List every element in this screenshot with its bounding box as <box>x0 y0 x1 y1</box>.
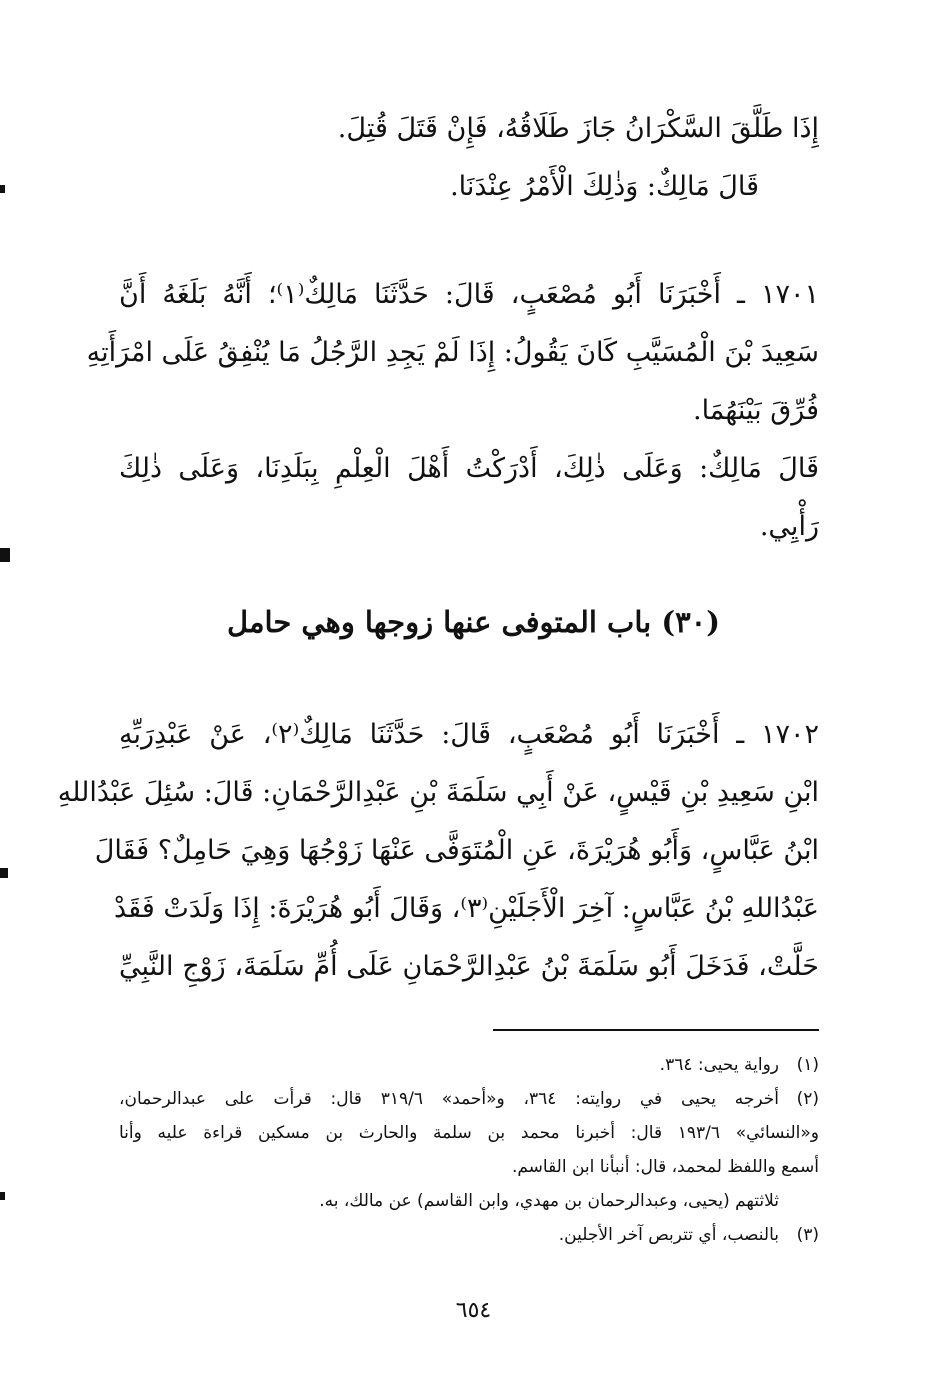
text-line: ١٧٠١ ـ أَخْبَرَنَا أَبُو مُصْعَبٍ، قَالَ: حَدَّثَنَا مَالِكٌ⁽١⁾؛ أَنَّهُ بَلَغَهُ أَنَّ <box>119 279 819 310</box>
text-line: قَالَ مَالِكٌ: وَذٰلِكَ الْأَمْرُ عِنْدَنَا. <box>450 171 759 202</box>
footnote-2 <box>119 1082 819 1116</box>
text-line: ابْنُ عَبَّاسٍ، وَأَبُو هُرَيْرَةَ، عَنِ الْمُتَوَفَّى عَنْهَا زَوْجُهَا وَهِيَ حَامِلٌ؟ فَقَالَ <box>94 835 819 866</box>
text-line: رَأْيِي. <box>759 511 819 542</box>
footnote-text: أسمع واللفظ لمحمد، قال: أنبأنا ابن القاسم. <box>511 1157 819 1177</box>
footnote-separator <box>493 1029 819 1031</box>
scan-edge-mark <box>0 548 10 562</box>
footnote-1 <box>119 1048 819 1082</box>
text-line: ١٧٠٢ ـ أَخْبَرَنَا أَبُو مُصْعَبٍ، قَالَ: حَدَّثَنَا مَالِكٌ⁽٢⁾، عَنْ عَبْدِرَبِّهِ <box>119 719 819 750</box>
footnote-text: أخرجه يحيى في روايته: ٣٦٤، و«أحمد» ٣١٩/٦ قال: قرأت على عبدالرحمان، <box>119 1089 779 1109</box>
footnotes <box>119 1048 819 1252</box>
hadith-1701 <box>86 266 819 556</box>
text-line: عَبْدُاللهِ بْنُ عَبَّاسٍ: آخِرَ الْأَجَلَيْنِ⁽٣⁾، وَقَالَ أَبُو هُرَيْرَةَ: إِذَا وَلَدَتْ فَقَدْ <box>114 893 819 924</box>
text-block-continuation <box>119 100 819 216</box>
footnote-text: و«النسائي» ١٩٣/٦ قال: أخبرنا محمد بن سلمة والحارث بن مسكين قراءة عليه وأنا <box>119 1123 819 1143</box>
text-line: إِذَا طَلَّقَ السَّكْرَانُ جَازَ طَلَاقُهُ، فَإِنْ قَتَلَ قُتِلَ. <box>337 113 819 144</box>
text-line: فُرِّقَ بَيْنَهُمَا. <box>692 395 819 426</box>
chapter-heading: (٣٠) باب المتوفى عنها زوجها وهي حامل <box>227 605 720 639</box>
footnote-number: (١) <box>796 1055 819 1075</box>
footnote-continuation: ثلاثتهم (يحيى، وعبدالرحمان بن مهدي، وابن القاسم) عن مالك، به. <box>319 1191 779 1211</box>
footnote-text: رواية يحيى: ٣٦٤. <box>659 1055 779 1075</box>
scan-edge-mark <box>0 868 8 878</box>
text-line: ابْنِ سَعِيدِ بْنِ قَيْسٍ، عَنْ أَبِي سَلَمَةَ بْنِ عَبْدِالرَّحْمَانِ: قَالَ: سُئِلَ عَبْدُاللهِ <box>57 777 819 808</box>
scan-edge-mark <box>0 1192 5 1200</box>
hadith-1702 <box>57 706 819 996</box>
page-number: ٦٥٤ <box>455 1298 492 1323</box>
footnote-text: بالنصب، أي تتربص آخر الأجلين. <box>558 1225 779 1245</box>
footnote-3 <box>119 1218 819 1252</box>
text-line: سَعِيدَ بْنَ الْمُسَيَّبِ كَانَ يَقُولُ: إِذَا لَمْ يَجِدِ الرَّجُلُ مَا يُنْفِقُ عَلَى امْرَأَتِهِ <box>86 337 819 368</box>
text-line: حَلَّتْ، فَدَخَلَ أَبُو سَلَمَةَ بْنُ عَبْدِالرَّحْمَانِ عَلَى أُمِّ سَلَمَةَ، زَوْجِ النَّبِيِّ <box>119 951 819 982</box>
footnote-number: (٣) <box>796 1225 819 1245</box>
footnote-number: (٢) <box>796 1089 819 1109</box>
text-line: قَالَ مَالِكٌ: وَعَلَى ذٰلِكَ، أَدْرَكْتُ أَهْلَ الْعِلْمِ بِبَلَدِنَا، وَعَلَى ذٰلِكَ <box>119 453 819 484</box>
scan-edge-mark <box>0 185 5 193</box>
